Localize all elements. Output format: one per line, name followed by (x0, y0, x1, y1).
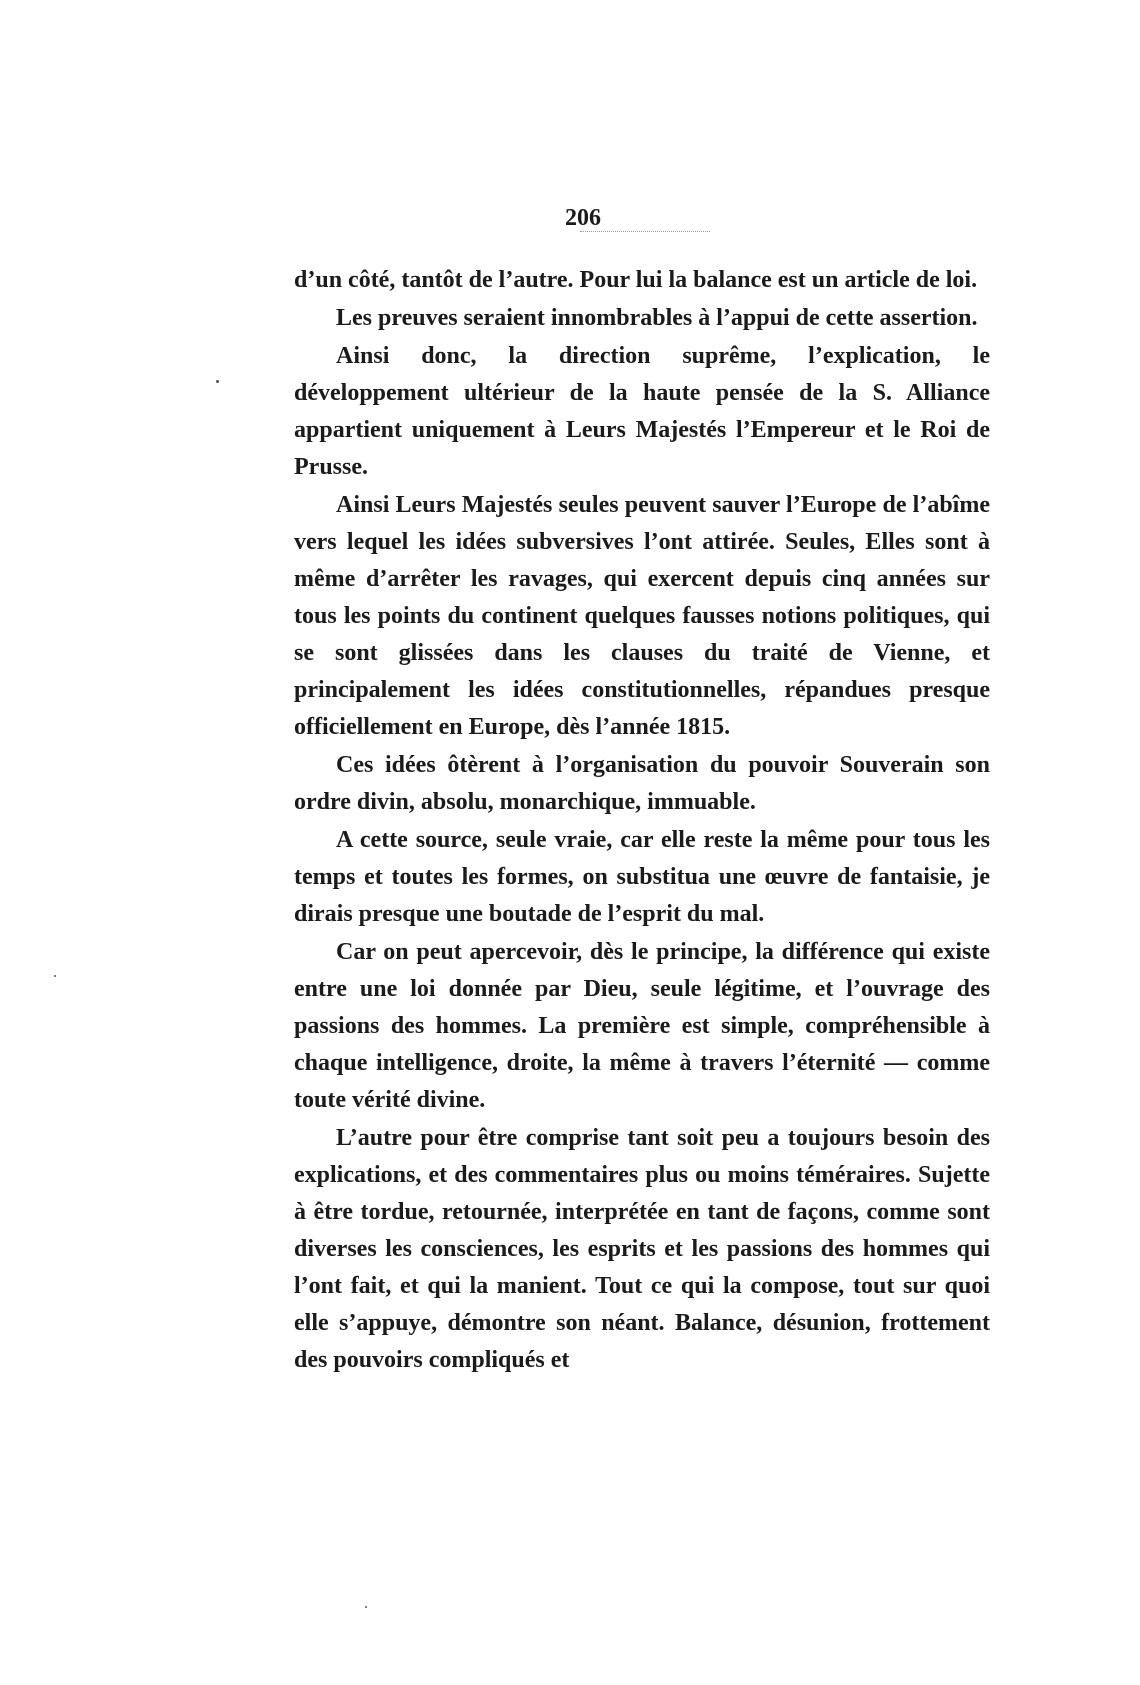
scan-speck (54, 975, 56, 977)
scan-speck (216, 380, 219, 383)
page-number-ornament (580, 231, 710, 232)
paragraph: Les preuves seraient innombrables à l’appui de cette assertion. (336, 305, 978, 331)
body-text (294, 262, 990, 1380)
paragraph: Car on peut apercevoir, dès le principe, la différence qui existe entre une loi donnée par Dieu, seule légitime, et l’ouvrage des passions des hommes. La première est simple, compréhensible à chaque intelligence, droite, la même à travers l’éternité — comme toute vérité divine. (294, 939, 990, 1113)
paragraph: Ces idées ôtèrent à l’organisation du pouvoir Souverain son ordre divin, absolu, monarchique, immuable. (294, 752, 990, 815)
paragraph: Ainsi Leurs Majestés seules peuvent sauver l’Europe de l’abîme vers lequel les idées subversives l’ont attirée. Seules, Elles sont à même d’arrêter les ravages, qui exercent depuis cinq années sur tous les points du continent quelques fausses notions politiques, qui se sont glissées dans les clauses du traité de Vienne, et principalement les idées constitutionnelles, répandues presque officiellement en Europe, dès l’année 1815. (294, 492, 990, 740)
paragraph: L’autre pour être comprise tant soit peu a toujours besoin des explications, et des commentaires plus ou moins téméraires. Sujette à être tordue, retournée, interprétée en tant de façons, comme sont diverses les consciences, les esprits et les passions des hommes qui l’ont fait, et qui la manient. Tout ce qui la compose, tout sur quoi elle s’appuye, démontre son néant. Balance, désunion, frottement des pouvoirs compliqués et (294, 1125, 990, 1373)
page-number: 206 (565, 205, 601, 231)
paragraph: A cette source, seule vraie, car elle reste la même pour tous les temps et toutes les formes, on substitua une œuvre de fantaisie, je dirais presque une boutade de l’esprit du mal. (294, 827, 990, 927)
scan-speck (365, 1606, 367, 1608)
paragraph: Ainsi donc, la direction suprême, l’explication, le développement ultérieur de la haute pensée de la S. Alliance appartient uniquement à Leurs Majestés l’Empereur et le Roi de Prusse. (294, 343, 990, 480)
paragraph: d’un côté, tantôt de l’autre. Pour lui la balance est un article de loi. (294, 267, 978, 293)
